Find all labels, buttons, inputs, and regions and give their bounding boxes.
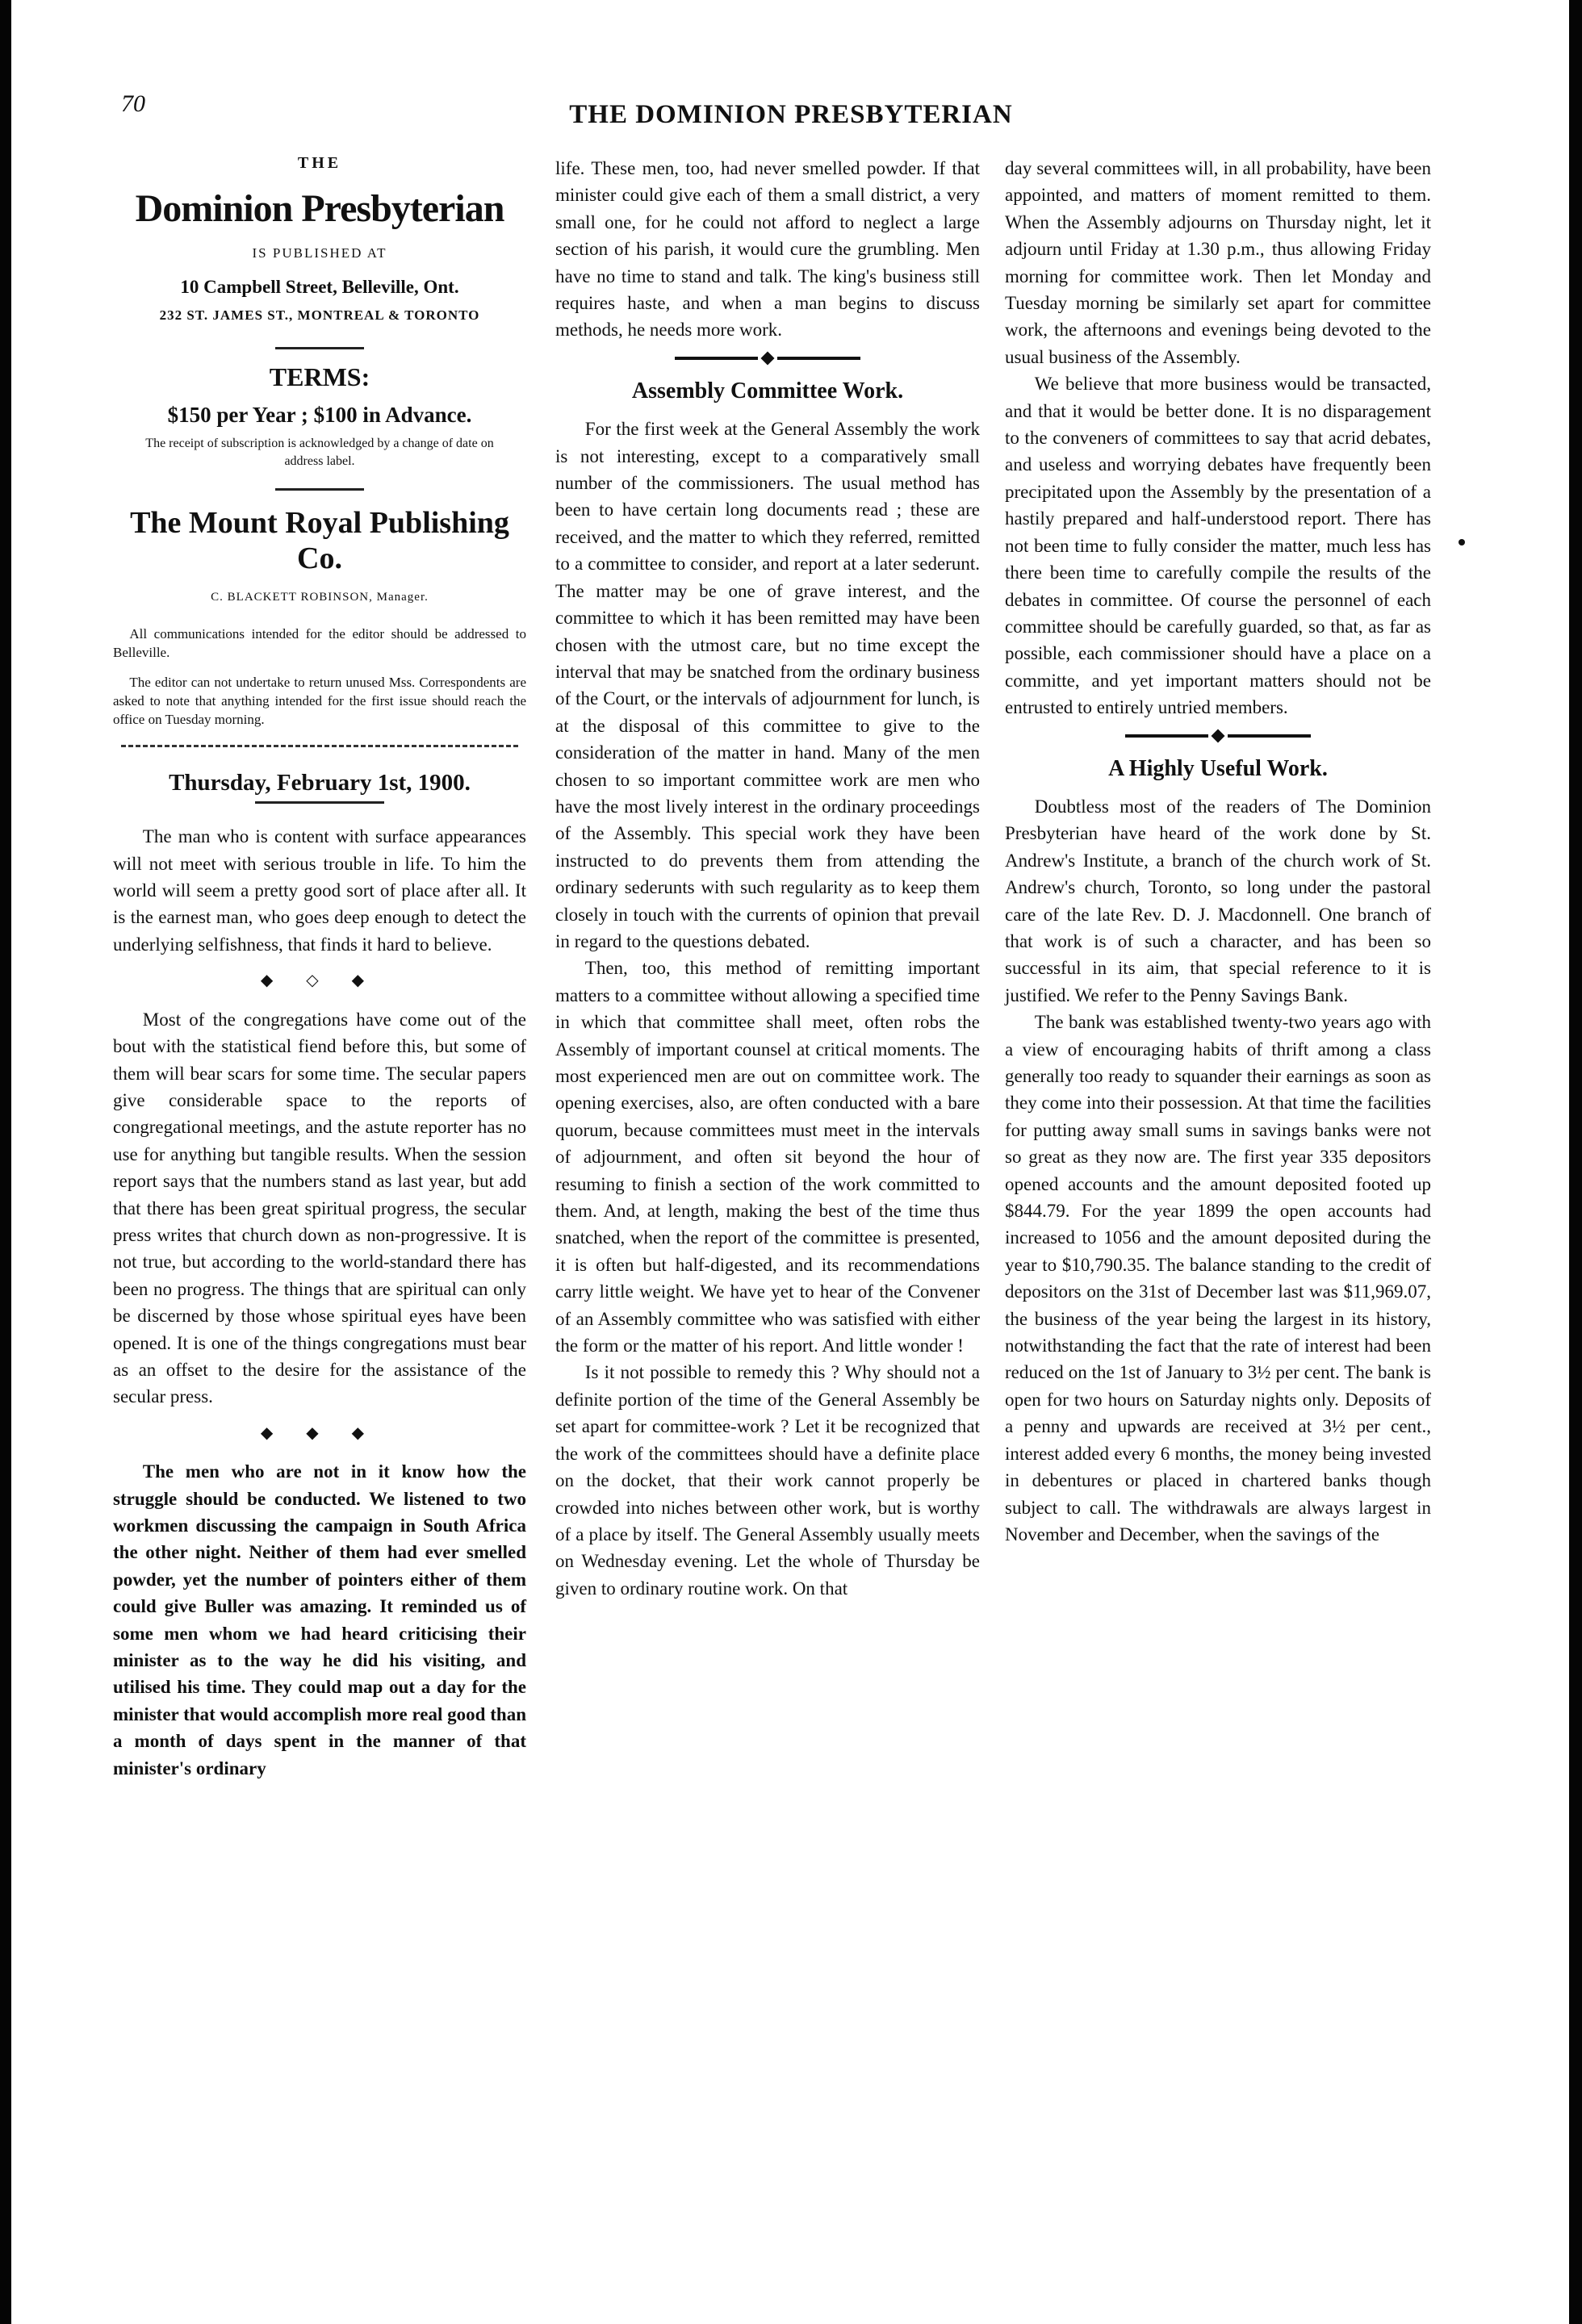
- article-paragraph: The bank was established twenty-two years ago with a view of encouraging habits of thrift among a class generally too ready to squander their earnings as soon as they come into their possession. At that time the facilities for putting away small sums in savings banks were not so great as they now are. The first year 335 depositors opened accounts and the amount deposited footed up $844.79. For the year 1899 the open accounts had increased to 1056 and the amount deposited during the year to $10,790.35. The balance standing to the credit of depositors on the 31st of December last was $11,969.07, the business of the year being the largest in its history, notwithstanding the fact that the rate of interest had been reduced on the 1st of January to 3½ per cent. The bank is open for two hours on Saturday nights only. Deposits of a penny and upwards are received at 3½ per cent., interest added every 6 months, the money being invested in debentures or placed in chartered banks though subject to call. The withdrawals are always largest in November and December, when the savings of the: [1005, 1012, 1431, 1544]
- section-divider: [1125, 731, 1311, 741]
- article-paragraph: We believe that more business would be transacted, and that it would be better done. It is no disparagement to the conveners of committees to say that acrid debates, and useless and worrying debates have frequently been precipitated upon the Assembly by the presentation of a hastily prepared and half-understood report. There has not been time to fully consider the matter, much less has there been time to carefully compile the results of the debates in committee. Of course the personnel of each committee should be carefully guarded, so that, as far as possible, each commissioner should have a place on a committe, and yet important matters should not be entrusted to entirely untried members.: [1005, 374, 1431, 718]
- scan-border-right: [1569, 0, 1582, 2324]
- article-paragraph: Is it not possible to remedy this ? Why should not a definite portion of the time of the General Assembly be set apart for committee-work ? Let it be recognized that the work of the committees should have a definite place on the docket, that their work cannot properly be crowded into niches between other work, but is worthy of a place by itself. The General Assembly usually meets on Wednesday evening. Let the whole of Thursday be given to ordinary routine work. On that: [555, 1362, 980, 1599]
- diamond-icon: [761, 351, 775, 365]
- column-3: [1005, 155, 1431, 1548]
- diamond-icon: [1212, 729, 1225, 742]
- receipt-note: The receipt of subscription is acknowledged by a change of date on address label.: [145, 437, 494, 469]
- ink-dot: [1459, 539, 1465, 545]
- correspondents-notice: The editor can not undertake to return unused Mss. Correspondents are asked to note that anything intended for the first issue should reach the office on Tuesday morning.: [113, 674, 526, 727]
- publisher-name: The Mount Royal Publishing Co.: [130, 506, 509, 576]
- running-head: THE DOMINION PRESBYTERIAN: [569, 100, 1013, 129]
- article-paragraph: For the first week at the General Assembly the work is not interesting, except to a comparatively small number of the commissioners. The usual method has been to have certain long documents read ; these are received, and the matter to which they referred, remitted to a committee to consider, and report at a later sederunt. The matter may be one of grave interest, and the committee to which it has been remitted may have been chosen with the utmost care, but no time except the interval that may be snatched from the ordinary business of the Court, or the intervals of adjournment for lunch, is at the disposal of this committee to give to the consideration of the matter in hand. Many of the men chosen to so important committee work are men who have the most lively interest in the ordinary proceedings of the Assembly. This special work they have been instructed to do prevents them from attending the ordinary sederunts with such regularity as to keep them closely in touch with the currents of opinion that prevail in regard to the questions debated.: [555, 419, 980, 951]
- article-heading: A Highly Useful Work.: [1108, 755, 1328, 781]
- masthead-published-at: IS PUBLISHED AT: [252, 245, 387, 261]
- column-2: [555, 155, 980, 1602]
- issue-date: Thursday, February 1st, 1900.: [169, 769, 471, 796]
- masthead-rule: [275, 488, 364, 491]
- editorial-paragraph: The men who are not in it know how the struggle should be conducted. We listened to two workmen discussing the campaign in South Africa the other night. Neither of them had ever smelled powder, yet the number of pointers either of them could give Buller was amazing. It reminded us of some men whom we had heard criticising their minister as to the way he did his visiting, and utilised his time. They could map out a day for the minister that would accomplish more real good than a month of days spent in the manner of that minister's ordinary: [113, 1461, 526, 1779]
- masthead-the: THE: [297, 154, 342, 172]
- scan-border-left: [0, 0, 11, 2324]
- editorial-paragraph: Most of the congregations have come out of the bout with the statistical fiend before this, but some of them will bear scars for some time. The secular papers give considerable space to the reports of congregational meetings, and the astute reporter has no use for anything but tangible results. When the session report says that the numbers stand as last year, but add that there has been great spiritual progress, the secular press writes that church down as non-progressive. It is not true, but according to the world-standard there has been no progress. The things that are spiritual can only be discerned by those whose spiritual eyes have been opened. It is one of the things congregations must bear as an offset to the desire for the assistance of the secular press.: [113, 1009, 526, 1407]
- article-paragraph: Then, too, this method of remitting important matters to a committee without allowing a specified time in which that committee shall meet, often robs the Assembly of important counsel at critical moments. The most experienced men are out on committee work. The opening exercises, also, are often conducted with a bare quorum, because committees must meet in the intervals of adjournment, and often sit beyond the hour of resuming to finish a section of the work committed to them. And, at length, making the best of the time thus snatched, when the report of the committee is presented, it is often but half-digested, and its recommendations carry little weight. We have yet to hear of the Convener of an Assembly committee who was satisfied with either the form or the matter of his report. And little wonder !: [555, 958, 980, 1356]
- continued-paragraph: life. These men, too, had never smelled powder. If that minister could give each of them a small district, a very small one, for he could not afford to neglect a large section of his parish, it would cure the grumbling. Men have no time to stand and talk. The king's business still requires haste, and when a man begins to discuss methods, he needs more work.: [555, 158, 980, 341]
- masthead-address-belleville: 10 Campbell Street, Belleville, Ont.: [180, 276, 459, 297]
- terms-label: TERMS:: [269, 362, 370, 391]
- article-heading: Assembly Committee Work.: [631, 378, 904, 403]
- section-divider: [675, 353, 860, 363]
- publisher-manager: C. BLACKETT ROBINSON, Manager.: [211, 591, 429, 604]
- ornament-divider: ◆ ◇ ◆: [260, 972, 379, 990]
- masthead-dashed-rule: [121, 745, 518, 747]
- masthead-rule: [275, 347, 364, 349]
- ornament-divider: ◆ ◆ ◆: [260, 1423, 379, 1442]
- column-1: [113, 155, 526, 1782]
- date-rule: [255, 801, 384, 804]
- subscription-price: $150 per Year ; $100 in Advance.: [167, 403, 472, 428]
- editor-notice: All communications intended for the editor should be addressed to Belleville.: [113, 625, 526, 660]
- masthead: [113, 150, 526, 804]
- article-paragraph: Doubtless most of the readers of The Dominion Presbyterian have heard of the work done by St. Andrew's Institute, a branch of the church work of St. Andrew's church, Toronto, so long under the pastoral care of the late Rev. D. J. Macdonnell. One branch of that work is of such a character, and has been so successful in its aim, that special reference to it is justified. We refer to the Penny Savings Bank.: [1005, 796, 1431, 1005]
- page-number: 70: [121, 90, 145, 117]
- editorial-paragraph: The man who is content with surface appearances will not meet with serious trouble in life. To him the world will seem a pretty good sort of place after all. It is the earnest man, who goes deep enough to detect the underlying selfishness, that finds it hard to believe.: [113, 826, 526, 955]
- masthead-address-montreal: 232 ST. JAMES ST., MONTREAL & TORONTO: [159, 307, 480, 324]
- masthead-title: Dominion Presbyterian: [135, 187, 504, 231]
- continued-paragraph: day several committees will, in all probability, have been appointed, and matters of moment remitted to them. When the Assembly adjourns on Thursday night, let it adjourn until Friday at 1.30 p.m., thus allowing Friday morning for committee work. Then let Monday and Tuesday morning be similarly set apart for committee work, the afternoons and evenings being devoted to the usual business of the Assembly.: [1005, 158, 1431, 367]
